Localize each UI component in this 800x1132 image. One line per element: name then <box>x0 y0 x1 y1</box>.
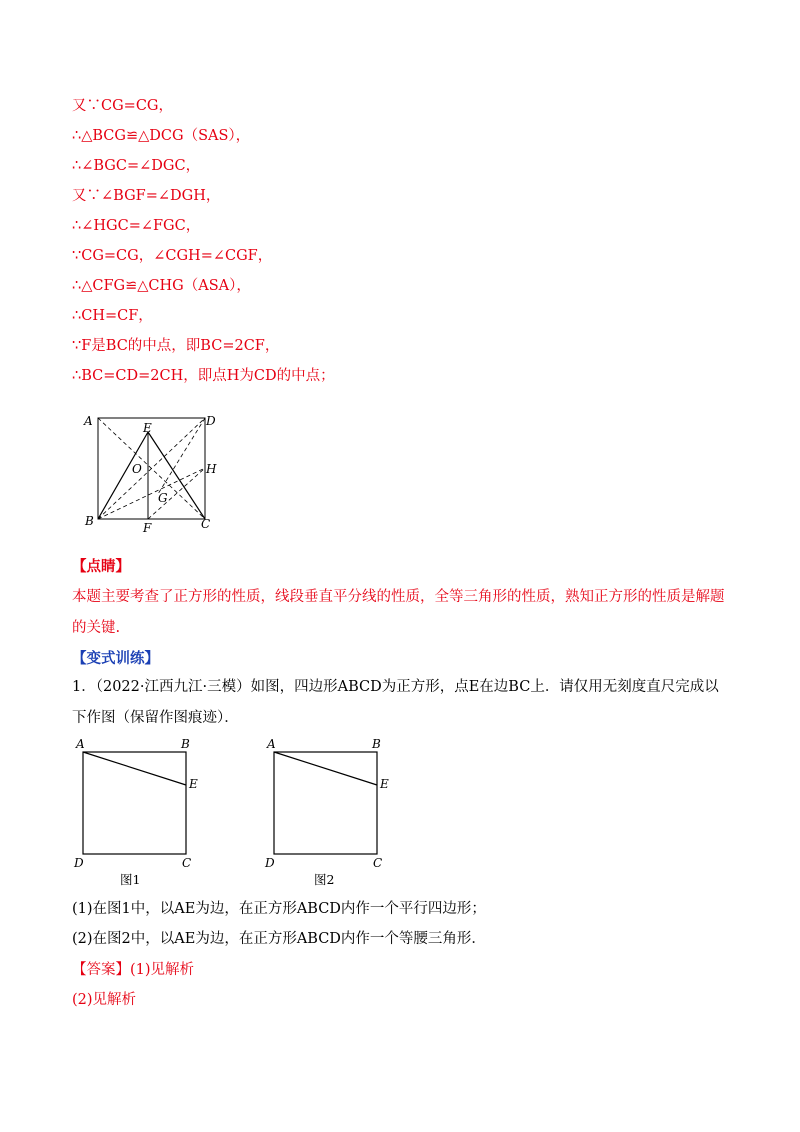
proof-line-2: ∴△BCG≌△DCG（SAS）， <box>72 128 251 144</box>
exercise-problem: 1．（2022·江西九江·三模）如图，四边形ABCD为正方形，点E在边BC上．请仅用无刻度直尺完成以下作图（保留作图痕迹）． <box>72 679 719 726</box>
label-G: G <box>158 491 168 505</box>
proof-line-6: ∵CG=CG，∠CGH=∠CGF， <box>72 248 273 264</box>
label-O: O <box>132 462 142 476</box>
label-A: A <box>84 414 93 428</box>
fig2-label-B: B <box>372 737 381 751</box>
fig2-label-D: D <box>265 856 275 870</box>
label-B: B <box>85 514 94 528</box>
answer-line-1 <box>72 961 194 979</box>
exercise-heading: 【变式训练】 <box>72 650 159 667</box>
exercise-part-1: (1)在图1中，以AE为边，在正方形ABCD内作一个平行四边形； <box>72 901 486 917</box>
fig1-label-C: C <box>182 856 192 870</box>
proof-line-9: ∵F是BC的中点，即BC=2CF， <box>72 338 280 354</box>
fig2-square <box>274 752 377 854</box>
answer-part-1: (1)见解析 <box>130 962 195 978</box>
proof-line-5: ∴∠HGC=∠FGC， <box>72 218 201 234</box>
fig1-label-E: E <box>189 777 198 791</box>
answer-part-2: (2)见解析 <box>72 992 137 1008</box>
fig1-label-D: D <box>74 856 84 870</box>
fig2-label-A: A <box>267 737 276 751</box>
proof-line-8: ∴CH=CF， <box>72 308 153 324</box>
fig2-caption: 图2 <box>314 872 335 887</box>
fig2-label-E: E <box>380 777 389 791</box>
answer-label: 【答案】 <box>72 962 130 978</box>
fig1-caption: 图1 <box>120 872 141 887</box>
comment-heading: 【点睛】 <box>72 558 130 575</box>
label-F: F <box>143 521 152 535</box>
fig1-square <box>83 752 186 854</box>
proof-line-7: ∴△CFG≌△CHG（ASA）， <box>72 278 251 294</box>
proof-line-4: 又∵∠BGF=∠DGH， <box>72 188 221 204</box>
exercise-part-2: (2)在图2中，以AE为边，在正方形ABCD内作一个等腰三角形． <box>72 931 486 947</box>
fig2-label-C: C <box>373 856 383 870</box>
label-C: C <box>201 517 211 531</box>
fig2-segment-ae <box>274 752 377 785</box>
proof-line-1: 又∵CG=CG， <box>72 98 174 114</box>
label-H: H <box>206 462 217 476</box>
fig1-segment-ae <box>83 752 186 785</box>
label-E: E <box>143 421 152 435</box>
proof-line-3: ∴∠BGC=∠DGC， <box>72 158 201 174</box>
fig1-label-A: A <box>76 737 85 751</box>
comment-text: 本题主要考查了正方形的性质，线段垂直平分线的性质，全等三角形的性质，熟知正方形的性质是解题的关键. <box>72 589 725 636</box>
fig1-label-B: B <box>181 737 190 751</box>
label-D: D <box>206 414 216 428</box>
proof-line-10: ∴BC=CD=2CH，即点H为CD的中点； <box>72 368 335 384</box>
